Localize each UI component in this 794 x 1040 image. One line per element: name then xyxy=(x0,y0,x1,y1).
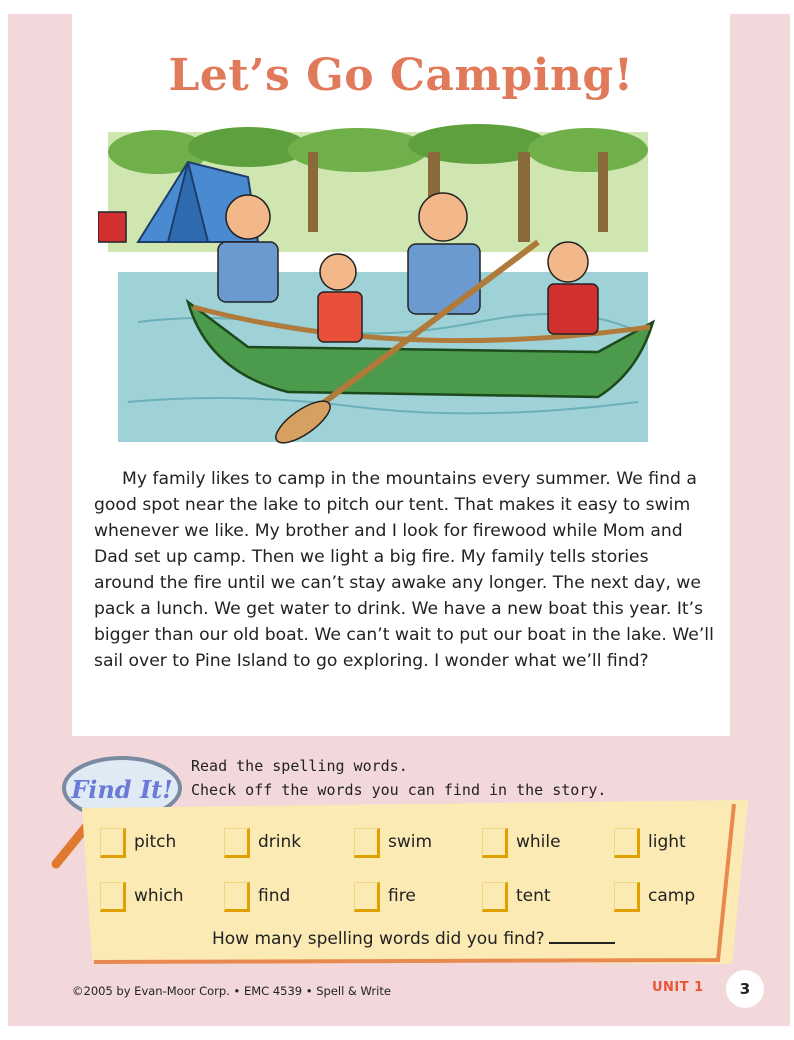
instructions xyxy=(191,754,606,802)
checkbox[interactable] xyxy=(482,882,508,912)
word-label: tent xyxy=(516,886,551,906)
word-item[interactable] xyxy=(614,878,738,914)
word-item[interactable] xyxy=(224,878,348,914)
page-number: 3 xyxy=(726,970,764,1008)
count-question xyxy=(212,928,615,949)
word-label: which xyxy=(134,886,184,906)
instruction-line-1: Read the spelling words. xyxy=(191,757,408,775)
canoe-illustration xyxy=(98,122,658,452)
word-label: find xyxy=(258,886,291,906)
find-it-label: Find It! xyxy=(71,775,173,804)
page xyxy=(8,14,790,1026)
word-item[interactable] xyxy=(224,824,348,860)
checkbox[interactable] xyxy=(354,828,380,858)
story-paragraph: My family likes to camp in the mountains every summer. We find a good spot near the lake to pitch our tent. That makes it easy to swim whenever we like. My brother and I look for firewood while Mom and Dad set up camp. Then we light a big fire. My family tells stories around the fire until we can’t stay awake any longer. The next day, we pack a lunch. We get water to drink. We have a new boat this year. It’s bigger than our old boat. We can’t wait to put our boat in the lake. We’ll sail over to Pine Island to go exploring. I wonder what we’ll find? xyxy=(94,469,714,671)
word-item[interactable] xyxy=(482,824,606,860)
word-label: fire xyxy=(388,886,416,906)
word-item[interactable] xyxy=(100,878,224,914)
checkbox[interactable] xyxy=(482,828,508,858)
unit-label: UNIT 1 xyxy=(652,980,704,995)
checkbox[interactable] xyxy=(100,882,126,912)
answer-blank[interactable] xyxy=(549,928,615,944)
word-label: camp xyxy=(648,886,696,906)
word-item[interactable] xyxy=(354,878,478,914)
word-label: pitch xyxy=(134,832,177,852)
checkbox[interactable] xyxy=(224,882,250,912)
word-item[interactable] xyxy=(482,878,606,914)
word-row-1 xyxy=(100,824,720,860)
checkbox[interactable] xyxy=(224,828,250,858)
checkbox[interactable] xyxy=(614,882,640,912)
copyright-footer: ©2005 by Evan-Moor Corp. • EMC 4539 • Spell & Write xyxy=(72,984,391,998)
checkbox[interactable] xyxy=(100,828,126,858)
word-label: light xyxy=(648,832,686,852)
word-label: while xyxy=(516,832,561,852)
instruction-line-2: Check off the words you can find in the story. xyxy=(191,781,607,799)
word-label: swim xyxy=(388,832,433,852)
word-item[interactable] xyxy=(614,824,738,860)
page-title: Let’s Go Camping! xyxy=(168,50,634,101)
word-item[interactable] xyxy=(354,824,478,860)
word-label: drink xyxy=(258,832,302,852)
word-item[interactable] xyxy=(100,824,224,860)
story-card xyxy=(72,14,730,736)
word-row-2 xyxy=(100,878,720,914)
checkbox[interactable] xyxy=(354,882,380,912)
checkbox[interactable] xyxy=(614,828,640,858)
question-text: How many spelling words did you find? xyxy=(212,929,545,949)
